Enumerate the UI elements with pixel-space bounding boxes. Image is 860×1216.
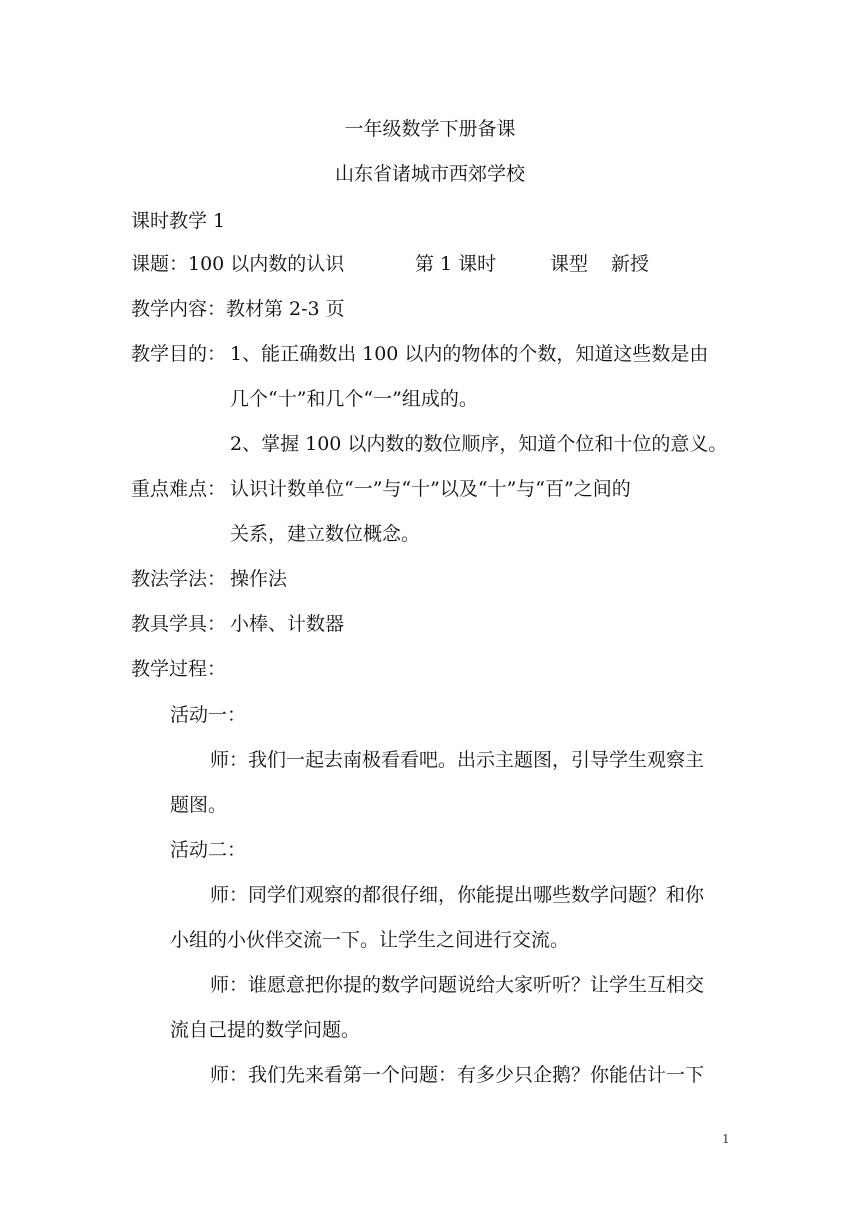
tools-label: 教具学具： (131, 613, 227, 635)
key-points-line-2: 关系，建立数位概念。 (230, 523, 421, 545)
activity-2-heading: 活动二： (170, 839, 247, 861)
key-points-label: 重点难点： (131, 478, 227, 500)
process-label: 教学过程： (131, 658, 227, 680)
topic-type-label: 课型 (550, 253, 589, 275)
objectives-label: 教学目的： (131, 343, 227, 365)
lesson-number: 课时教学 1 (131, 210, 226, 232)
tools-value: 小棒、计数器 (230, 613, 345, 635)
activity-2-paragraph-2-line-2: 流自己提的数学问题。 (170, 1019, 361, 1041)
key-points-line-1: 认识计数单位“一”与“十”以及“十”与“百”之间的 (230, 478, 631, 500)
page-number: 1 (722, 1132, 730, 1146)
activity-2-paragraph-3-line-1: 师：我们先来看第一个问题：有多少只企鹅？你能估计一下 (210, 1064, 705, 1086)
topic-name: 100 以内数的认识 (188, 253, 345, 275)
activity-1-line-1: 师：我们一起去南极看看吧。出示主题图，引导学生观察主 (210, 749, 705, 771)
activity-1-heading: 活动一： (170, 704, 247, 726)
objective-2: 2、掌握 100 以内数的数位顺序，知道个位和十位的意义。 (230, 433, 728, 455)
method-value: 操作法 (230, 568, 288, 590)
method-label: 教法学法： (131, 568, 227, 590)
activity-2-paragraph-1-line-1: 师：同学们观察的都很仔细，你能提出哪些数学问题？和你 (210, 884, 705, 906)
content-label: 教学内容： (131, 298, 227, 320)
school-name: 山东省诸城市西郊学校 (334, 163, 525, 185)
activity-2-paragraph-1-line-2: 小组的小伙伴交流一下。让学生之间进行交流。 (170, 929, 570, 951)
topic-period: 第 1 课时 (415, 253, 497, 275)
objective-1-line-1: 1、能正确数出 100 以内的物体的个数，知道这些数是由 (230, 343, 709, 365)
activity-2-paragraph-2-line-1: 师：谁愿意把你提的数学问题说给大家听听？让学生互相交 (210, 974, 705, 996)
activity-1-line-2: 题图。 (170, 794, 228, 816)
objective-1-line-2: 几个“十”和几个“一”组成的。 (230, 388, 478, 410)
topic-type-value: 新授 (611, 253, 650, 275)
document-title: 一年级数学下册备课 (344, 118, 516, 140)
content-value: 教材第 2-3 页 (226, 298, 345, 320)
topic-label: 课题： (131, 253, 189, 275)
